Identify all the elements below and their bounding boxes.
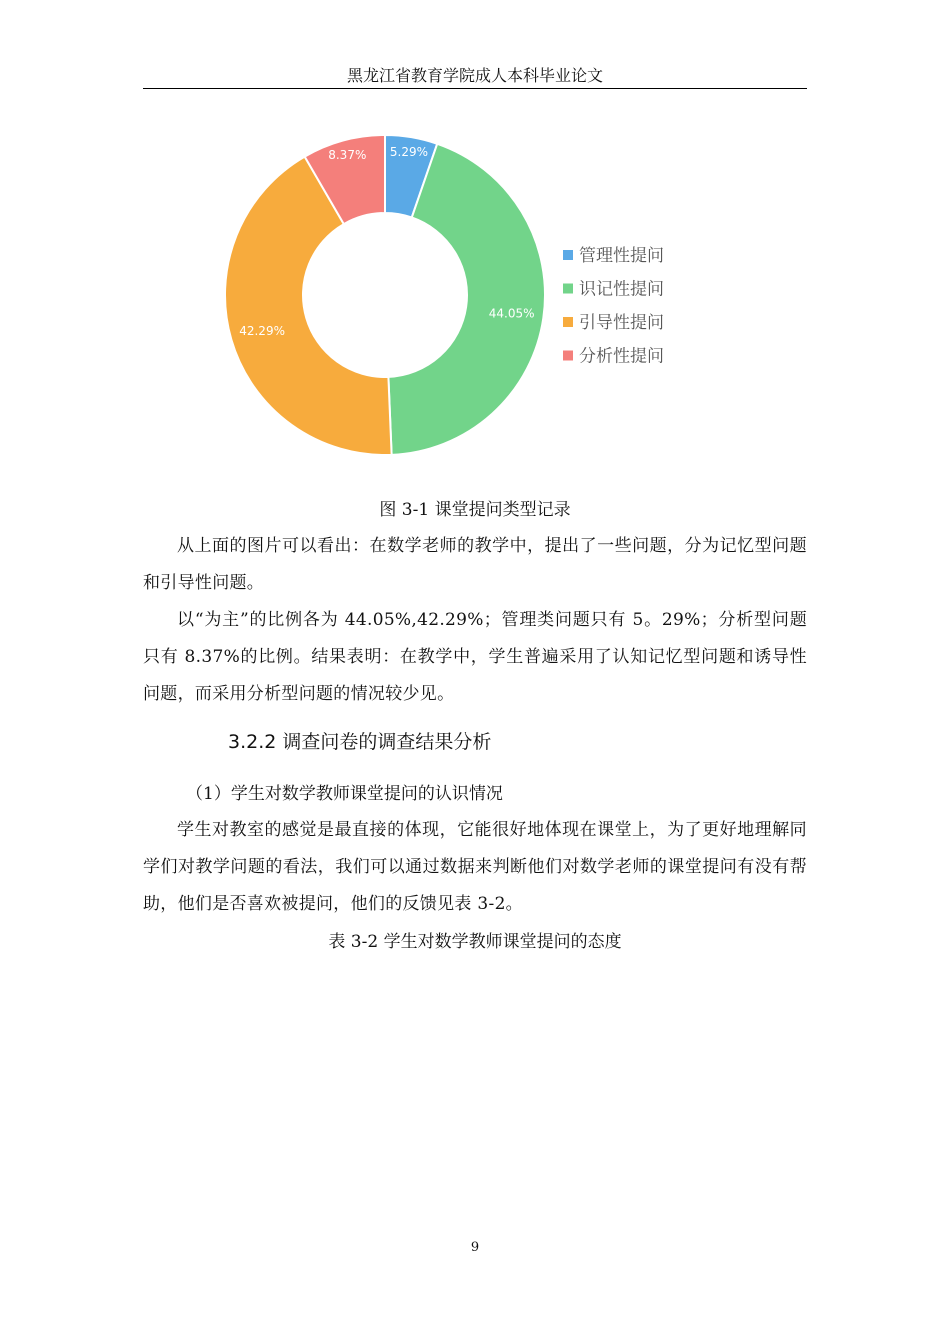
paragraph-1: 从上面的图片可以看出：在数学老师的教学中，提出了一些问题，分为记忆型问题和引导性问题。: [143, 536, 807, 593]
legend-label-3: 引导性提问: [579, 313, 664, 333]
list-item-1: （1）学生对数学教师课堂提问的认识情况: [186, 784, 503, 804]
donut-chart: [200, 120, 720, 470]
legend-swatch-1: [563, 250, 573, 260]
page-number: 9: [470, 1240, 480, 1255]
header-title: 黑龙江省教育学院成人本科毕业论文: [346, 66, 603, 85]
paragraph-2: 以“为主”的比例各为 44.05%,42.29%；管理类问题只有 5。29%；分析型问题只有 8.37%的比例。结果表明：在教学中，学生普遍采用了认知记忆型问题和诱导性问题，而采用分析型问题的情况较少见。: [143, 610, 807, 704]
legend-swatch-4: [563, 351, 573, 361]
slice-label-3: 42.29%: [239, 323, 285, 338]
slice-label-1: 5.29%: [389, 144, 429, 159]
paragraph-3: 学生对教室的感觉是最直接的体现，它能很好地体现在课堂上，为了更好地理解同学们对教学问题的看法，我们可以通过数据来判断他们对数学老师的课堂提问有没有帮助，他们是否喜欢被提问，他们的反馈见表 3-2。: [143, 820, 807, 914]
section-heading: 3.2.2 调查问卷的调查结果分析: [228, 731, 492, 753]
legend-swatch-2: [563, 284, 573, 294]
donut-chart-svg: [200, 120, 720, 470]
slice-label-2: 44.05%: [488, 306, 535, 321]
table-caption: 表 3-2 学生对数学教师课堂提问的态度: [328, 932, 622, 952]
legend-label-2: 识记性提问: [579, 279, 664, 300]
figure-caption: 图 3-1 课堂提问类型记录: [379, 500, 571, 520]
legend-swatch-3: [563, 317, 573, 327]
running-header: [143, 66, 807, 89]
legend-label-4: 分析性提问: [579, 346, 664, 367]
legend-label-1: 管理性提问: [579, 246, 664, 266]
slice-label-4: 8.37%: [328, 147, 367, 162]
